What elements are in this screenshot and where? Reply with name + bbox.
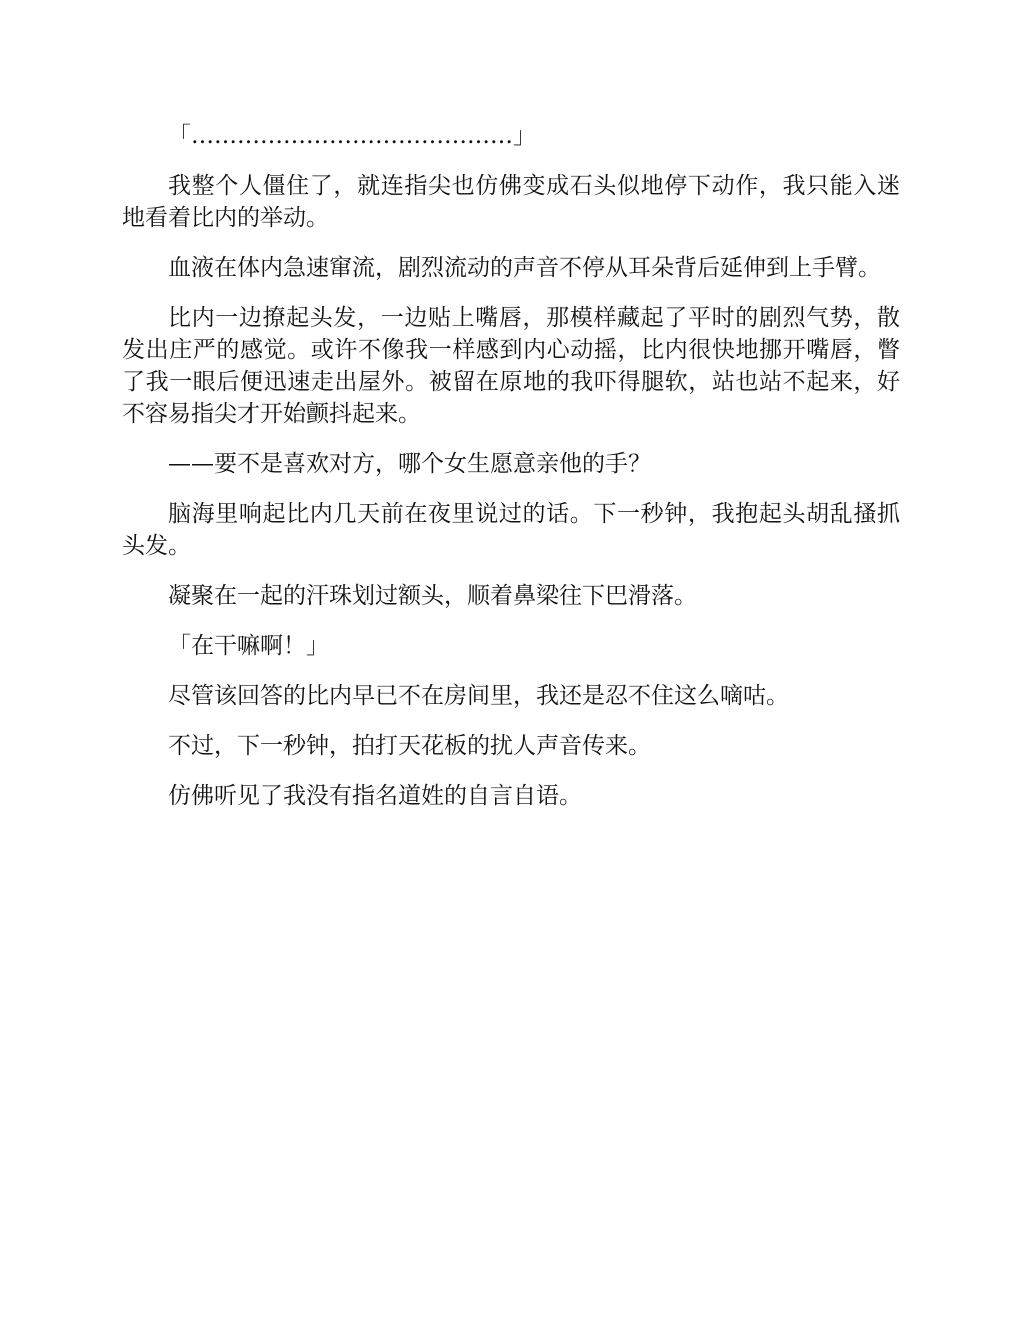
paragraph: 脑海里响起比内几天前在夜里说过的话。下一秒钟，我抱起头胡乱搔抓头发。	[122, 501, 900, 559]
paragraph-quote: ——要不是喜欢对方，哪个女生愿意亲他的手？	[168, 451, 651, 477]
paragraph: 我整个人僵住了，就连指尖也仿佛变成石头似地停下动作，我只能入迷地看着比内的举动。	[122, 173, 900, 231]
paragraph-ellipsis-dialogue: 「……………………………………」	[168, 123, 536, 149]
paragraph: 仿佛听见了我没有指名道姓的自言自语。	[168, 783, 582, 809]
paragraph: 尽管该回答的比内早已不在房间里，我还是忍不住这么嘀咕。	[168, 683, 789, 709]
paragraph-dialogue: 「在干嘛啊！」	[168, 633, 329, 659]
document-body	[122, 120, 900, 830]
paragraph: 凝聚在一起的汗珠划过额头，顺着鼻梁往下巴滑落。	[168, 583, 697, 609]
paragraph: 比内一边撩起头发，一边贴上嘴唇，那模样藏起了平时的剧烈气势，散发出庄严的感觉。或许不像我一样感到内心动摇，比内很快地挪开嘴唇，瞥了我一眼后便迅速走出屋外。被留在原地的我吓得腿软，站也站不起来，好不容易指尖才开始颤抖起来。	[122, 305, 900, 427]
paragraph: 不过，下一秒钟，拍打天花板的扰人声音传来。	[168, 733, 651, 759]
paragraph: 血液在体内急速窜流，剧烈流动的声音不停从耳朵背后延伸到上手臂。	[168, 255, 881, 281]
